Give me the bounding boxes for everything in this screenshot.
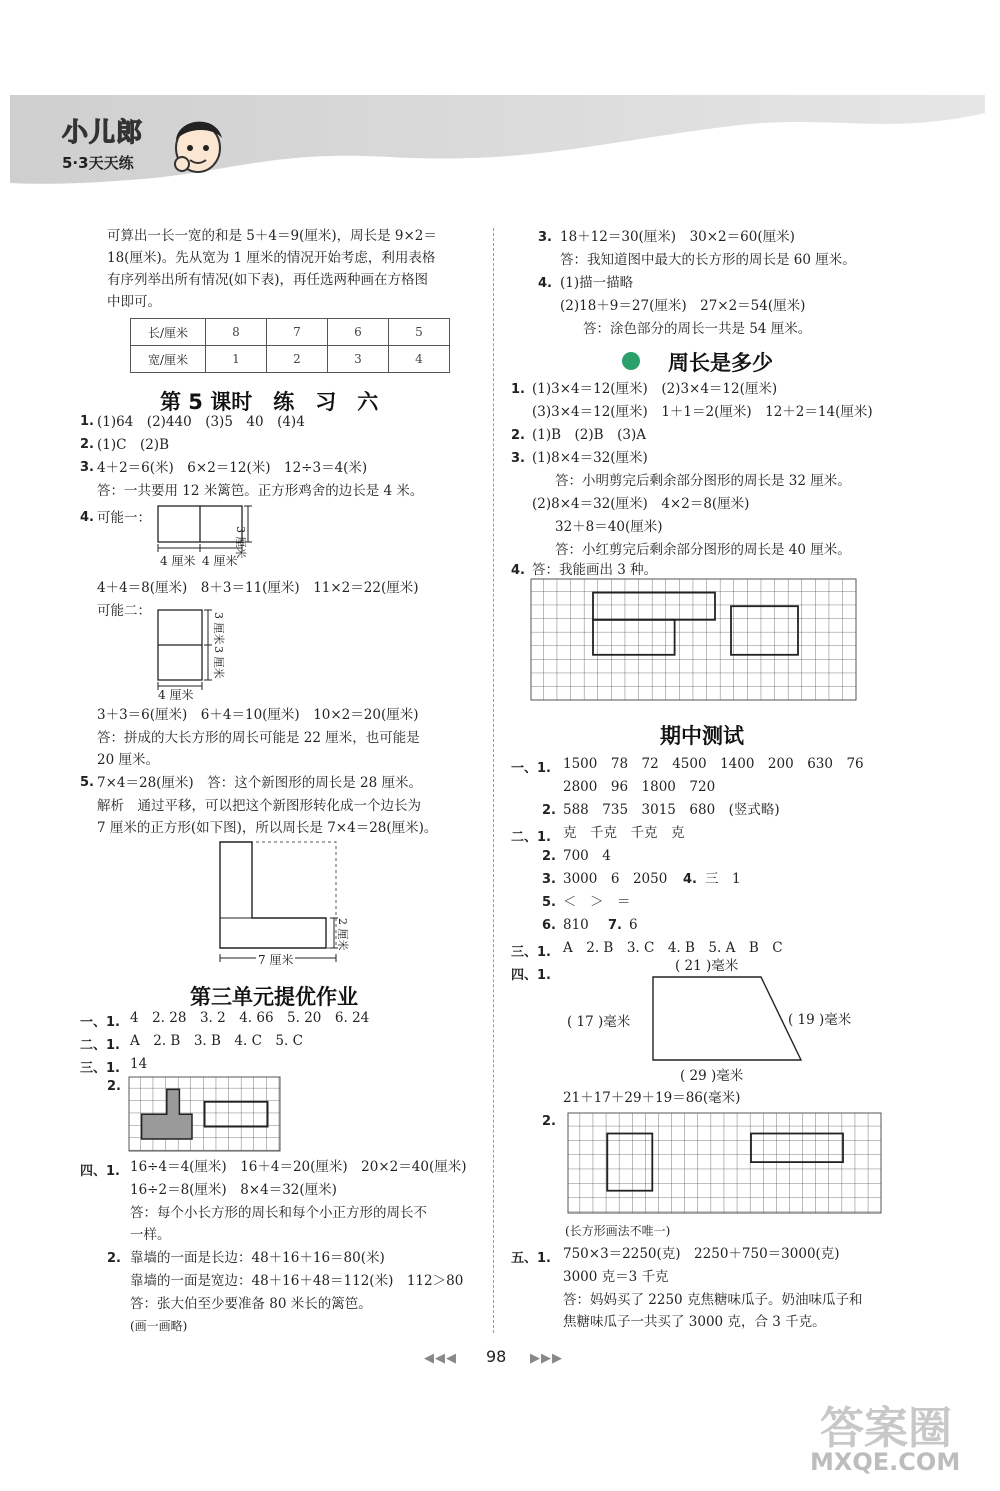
footer-right-arrows-icon: ▶▶▶ <box>530 1351 563 1366</box>
m1-2-answer: 588 735 3015 680 (竖式略) <box>563 802 780 818</box>
header-banner <box>10 95 985 190</box>
trapezoid-right-label: ( 19 )毫米 <box>788 1012 852 1028</box>
r3-number: 3. <box>538 230 552 245</box>
s3-line3: 32＋8＝40(厘米) <box>555 519 663 535</box>
unit3-title: 第三单元提优作业 <box>190 985 358 1009</box>
q1-number: 1. <box>80 414 94 429</box>
u4-conclusion-2: 一样。 <box>130 1227 171 1243</box>
r3-conclusion: 答：我知道图中最大的长方形的周长是 60 厘米。 <box>560 252 856 268</box>
m1-line2: 2800 96 1800 720 <box>563 779 716 795</box>
s4-answer: 答：我能画出 3 种。 <box>532 562 658 578</box>
m5-number: 五、1. <box>511 1251 551 1266</box>
q2-answer: (1)C (2)B <box>97 437 169 453</box>
m2-5-number: 5. <box>542 895 556 910</box>
q4-option1-calc: 4＋4＝8(厘米) 8＋3＝11(厘米) 11×2＝22(厘米) <box>97 580 419 596</box>
s1-number: 1. <box>511 382 525 397</box>
table-cell: 8 <box>206 319 267 346</box>
r3-answer: 18＋12＝30(厘米) 30×2＝60(厘米) <box>560 229 795 245</box>
q4-fig2-label-f: 4 厘米 <box>158 688 194 702</box>
u4-number: 四、1. <box>80 1164 120 1179</box>
table-cell: 7 <box>267 319 328 346</box>
m4-calc: 21＋17＋29＋19＝86(毫米) <box>563 1090 741 1106</box>
table-cell: 5 <box>389 319 450 346</box>
length-width-table <box>130 318 450 373</box>
q4-conclusion-2: 20 厘米。 <box>97 752 159 768</box>
m3-number: 三、1. <box>511 945 551 960</box>
q5-fig-label-bottom: 7 厘米 <box>256 950 295 970</box>
trapezoid-figure <box>650 974 810 1066</box>
brand-subtitle: 5·3天天练 <box>62 154 134 172</box>
q4-fig2-label-e: 3 厘米 <box>212 646 225 679</box>
s3-conclusion-2: 答：小红剪完后剩余部分图形的周长是 40 厘米。 <box>555 542 851 558</box>
intro-line-2: 18(厘米)。先从宽为 1 厘米的情况开始考虑，利用表格 <box>107 250 436 266</box>
u1-number: 一、1. <box>80 1015 120 1030</box>
m2-number: 二、1. <box>511 830 551 845</box>
s3-conclusion-1: 答：小明剪完后剩余部分图形的周长是 32 厘米。 <box>555 473 851 489</box>
q4-number: 4. <box>80 510 94 525</box>
trapezoid-left-label: ( 17 )毫米 <box>567 1014 631 1030</box>
q4-option2-label: 可能二： <box>97 603 151 619</box>
m2-4-answer: 三 1 <box>705 871 741 887</box>
brand-title: 小儿郎 <box>62 118 144 148</box>
u2-number: 二、1. <box>80 1038 120 1053</box>
q4-fig1-label-a: 4 厘米 <box>160 554 196 568</box>
s3-number: 3. <box>511 451 525 466</box>
section-bullet-icon <box>622 352 640 370</box>
q3-answer: 4＋2＝6(米) 6×2＝12(米) 12÷3＝4(米) <box>97 460 368 476</box>
q4-option1-label: 可能一： <box>97 510 151 526</box>
q2-number: 2. <box>80 437 94 452</box>
m1-number: 一、1. <box>511 761 551 776</box>
s4-grid-figure <box>530 578 858 702</box>
m5-conclusion-2: 焦糖味瓜子一共买了 3000 克，合 3 千克。 <box>563 1314 826 1330</box>
q4-fig1-label-b: 4 厘米 <box>202 554 238 568</box>
mascot-boy-icon <box>168 110 230 178</box>
u4-line2: 16÷2＝8(厘米) 8×4＝32(厘米) <box>130 1182 337 1198</box>
u4-answer: 16÷4＝4(厘米) 16＋4＝20(厘米) 20×2＝40(厘米) <box>130 1159 467 1175</box>
m2-5-answer: ＜ ＞ ＝ <box>563 894 631 910</box>
m5-conclusion-1: 答：妈妈买了 2250 克焦糖味瓜子。奶油味瓜子和 <box>563 1292 863 1308</box>
section-title-perimeter: 周长是多少 <box>668 351 773 375</box>
intro-line-3: 有序列举出所有情况(如下表)，再任选两种画在方格图 <box>107 272 429 288</box>
trapezoid-top-label: ( 21 )毫米 <box>675 958 739 974</box>
m4-grid-figure <box>567 1112 882 1214</box>
s2-answer: (1)B (2)B (3)A <box>532 427 646 443</box>
m3-answer: A 2. B 3. C 4. B 5. A B C <box>563 940 783 956</box>
r4-answer: (1)描一描略 <box>560 275 634 291</box>
m2-3-number: 3. <box>542 872 556 887</box>
q4-option2-calc: 3＋3＝6(厘米) 6＋4＝10(厘米) 10×2＝20(厘米) <box>97 707 419 723</box>
q5-explanation-1: 解析 通过平移，可以把这个新图形转化成一个边长为 <box>97 798 421 814</box>
q5-explanation-2: 7 厘米的正方形(如下图)，所以周长是 7×4＝28(厘米)。 <box>97 820 438 836</box>
q1-answer: (1)64 (2)440 (3)5 40 (4)4 <box>97 414 305 430</box>
page-number: 98 <box>486 1347 507 1366</box>
m2-7-number: 7. <box>608 918 622 933</box>
m4-note: (长方形画法不唯一) <box>565 1224 671 1238</box>
u4-conclusion-1: 答：每个小长方形的周长和每个小正方形的周长不 <box>130 1205 427 1221</box>
footer-left-arrows-icon: ◀◀◀ <box>424 1351 457 1366</box>
m1-answer: 1500 78 72 4500 1400 200 630 76 <box>563 756 864 772</box>
q5-fig-label-side: 2 厘米 <box>336 918 349 951</box>
q4-fig1-label-c: 3 厘米 <box>234 526 247 559</box>
u3-answer: 14 <box>130 1056 148 1072</box>
u4-2-line1: 靠墙的一面是长边：48＋16＋16＝80(米) <box>130 1250 385 1266</box>
u3-grid-figure <box>128 1076 282 1152</box>
m1-2-number: 2. <box>542 803 556 818</box>
s2-number: 2. <box>511 428 525 443</box>
u4-2-note: (画一画略) <box>130 1319 188 1333</box>
s1-answer: (1)3×4＝12(厘米) (2)3×4＝12(厘米) <box>532 381 778 397</box>
table-cell: 2 <box>267 346 328 373</box>
u4-2-number: 2. <box>107 1251 121 1266</box>
s3-line2: (2)8×4＝32(厘米) 4×2＝8(厘米) <box>532 496 750 512</box>
q5-answer: 7×4＝28(厘米) 答：这个新图形的周长是 28 厘米。 <box>97 775 422 791</box>
s3-answer: (1)8×4＝32(厘米) <box>532 450 648 466</box>
r4-conclusion: 答：涂色部分的周长一共是 54 厘米。 <box>583 321 812 337</box>
m2-2-number: 2. <box>542 849 556 864</box>
intro-line-4: 中即可。 <box>107 294 161 310</box>
q3-conclusion: 答：一共要用 12 米篱笆。正方形鸡舍的边长是 4 米。 <box>97 483 424 499</box>
q4-fig2-label-d: 3 厘米 <box>212 612 225 645</box>
m4-2-number: 2. <box>542 1114 556 1129</box>
m5-answer: 750×3＝2250(克) 2250＋750＝3000(克) <box>563 1246 840 1262</box>
m5-line2: 3000 克＝3 千克 <box>563 1269 669 1285</box>
m2-4-number: 4. <box>683 872 697 887</box>
midterm-title: 期中测试 <box>660 724 744 748</box>
r4-line2: (2)18＋9＝27(厘米) 27×2＝54(厘米) <box>560 298 806 314</box>
u3-2-number: 2. <box>107 1079 121 1094</box>
m2-7-answer: 6 <box>629 917 638 933</box>
m2-6-number: 6. <box>542 918 556 933</box>
header-wave <box>10 95 985 190</box>
table-cell: 3 <box>328 346 389 373</box>
lesson5-title: 第 5 课时 练 习 六 <box>160 390 379 414</box>
q5-number: 5. <box>80 775 94 790</box>
m2-6-answer: 810 <box>563 917 589 933</box>
u2-answer: A 2. B 3. B 4. C 5. C <box>130 1033 303 1049</box>
m2-2-answer: 700 4 <box>563 848 611 864</box>
q4-conclusion-1: 答：拼成的大长方形的周长可能是 22 厘米，也可能是 <box>97 730 420 746</box>
trapezoid-bottom-label: ( 29 )毫米 <box>680 1068 744 1084</box>
m4-number: 四、1. <box>511 968 551 983</box>
s4-number: 4. <box>511 563 525 578</box>
r4-number: 4. <box>538 276 552 291</box>
s1-line2: (3)3×4＝12(厘米) 1＋1＝2(厘米) 12＋2＝14(厘米) <box>532 404 873 420</box>
table-cell: 6 <box>328 319 389 346</box>
watermark-url: MXQE.COM <box>810 1448 961 1476</box>
intro-line-1: 可算出一长一宽的和是 5＋4＝9(厘米)，周长是 9×2＝ <box>107 228 437 244</box>
table-row-label: 长/厘米 <box>131 319 206 346</box>
u1-answer: 4 2. 28 3. 2 4. 66 5. 20 6. 24 <box>130 1010 370 1026</box>
table-cell: 1 <box>206 346 267 373</box>
watermark-logo: 答案圈 <box>820 1403 952 1454</box>
u3-number: 三、1. <box>80 1061 120 1076</box>
table-row-label: 宽/厘米 <box>131 346 206 373</box>
table-cell: 4 <box>389 346 450 373</box>
u4-2-line2: 靠墙的一面是宽边：48＋16＋48＝112(米) 112＞80 <box>130 1273 464 1289</box>
u4-2-conclusion: 答：张大伯至少要准备 80 米长的篱笆。 <box>130 1296 372 1312</box>
q3-number: 3. <box>80 460 94 475</box>
column-divider <box>493 228 494 1333</box>
m2-answer: 克 千克 千克 克 <box>563 825 685 841</box>
m2-3-answer: 3000 6 2050 <box>563 871 668 887</box>
